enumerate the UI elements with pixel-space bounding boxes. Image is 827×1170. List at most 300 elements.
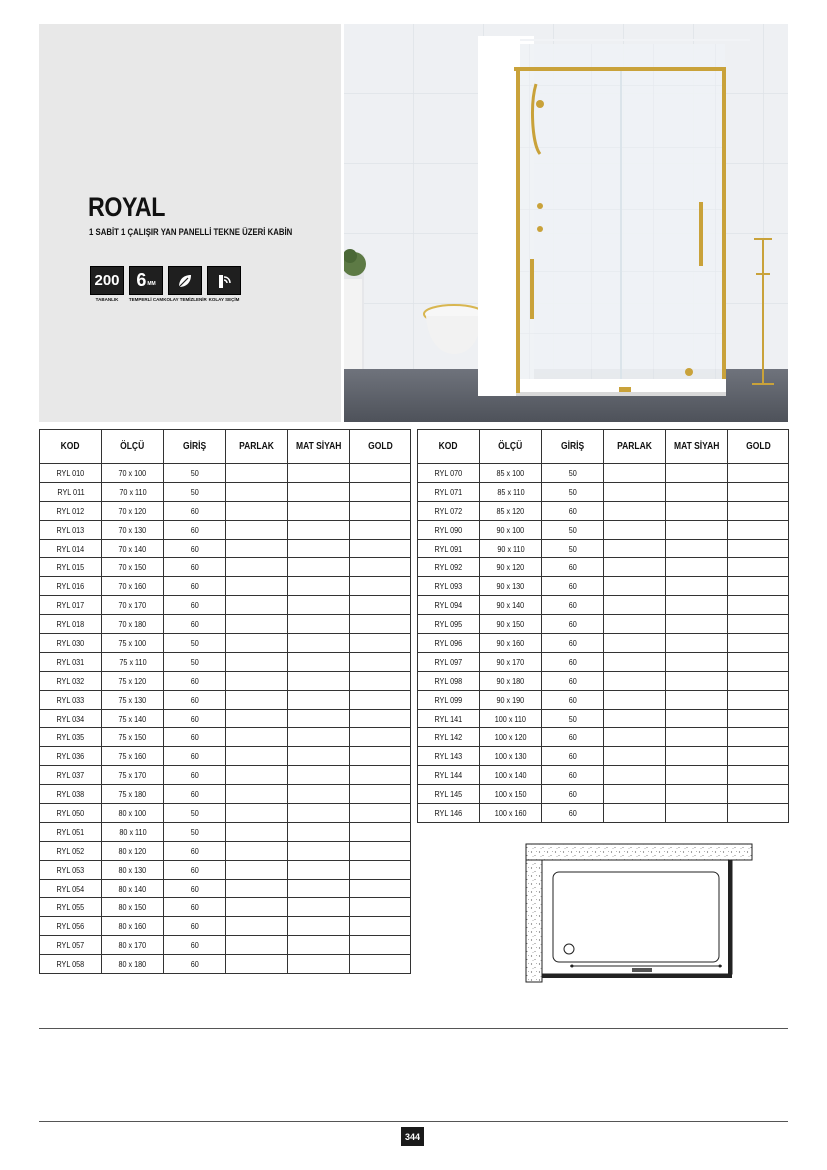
cell-olcu [480,671,542,690]
cell-value: 60 [190,902,199,913]
cell-giris [164,652,226,671]
cell-parlak [226,690,288,709]
cell-olcu [102,615,164,634]
cell-value: RYL 013 [56,524,85,535]
cell-value: 60 [568,751,577,762]
cell-parlak [604,615,666,634]
col-label: MAT SİYAH [295,441,342,452]
cell-value: 50 [190,656,199,667]
table-row [40,558,411,577]
cell-giris [542,634,604,653]
cell-mat-siyah [666,785,728,804]
cell-parlak [226,917,288,936]
table-row [418,671,789,690]
cell-mat-siyah [666,558,728,577]
cell-gold [350,936,411,955]
cell-gold [350,671,411,690]
cell-value: 90 x 190 [496,694,525,705]
cell-mat-siyah [666,652,728,671]
table-row [40,917,411,936]
cell-giris [164,482,226,501]
cell-olcu [480,785,542,804]
cell-olcu [102,917,164,936]
cell-mat-siyah [288,936,350,955]
cell-value: RYL 095 [434,619,463,630]
cell-giris [164,709,226,728]
leaf-icon [168,266,202,295]
cell-olcu [480,615,542,634]
col-olcu [102,430,164,464]
col-gold [350,430,411,464]
cell-mat-siyah [666,671,728,690]
cell-gold [350,596,411,615]
cell-olcu [102,879,164,898]
cell-gold [728,520,789,539]
cell-giris [542,520,604,539]
cell-kod [40,822,102,841]
cell-giris [542,464,604,483]
cell-kod [418,766,480,785]
cell-gold [728,539,789,558]
cell-value: RYL 055 [56,902,85,913]
cell-giris [164,955,226,974]
cell-value: 100 x 120 [494,732,527,743]
cell-parlak [226,464,288,483]
table-row [40,709,411,728]
cell-giris [164,728,226,747]
col-label: MAT SİYAH [673,441,720,452]
cell-value: 60 [190,505,199,516]
badge-glass [129,266,163,306]
cell-value: 75 x 160 [118,751,147,762]
cell-value: 60 [190,751,199,762]
cell-value: 100 x 110 [494,713,527,724]
cell-giris [164,501,226,520]
cell-giris [542,671,604,690]
cell-olcu [102,634,164,653]
col-label: GİRİŞ [560,441,585,452]
table-row [40,860,411,879]
cell-value: 100 x 160 [494,807,527,818]
table-row [40,539,411,558]
cell-gold [350,634,411,653]
table-header-row [418,430,789,464]
cell-giris [164,785,226,804]
cell-value: 80 x 100 [118,807,147,818]
cell-mat-siyah [288,766,350,785]
cell-value: 60 [190,883,199,894]
cell-parlak [226,539,288,558]
cell-gold [350,482,411,501]
cell-value: RYL 099 [434,694,463,705]
cell-value: 80 x 140 [118,883,147,894]
cell-value: RYL 030 [56,637,85,648]
cell-mat-siyah [288,558,350,577]
table-row [40,728,411,747]
cell-giris [164,936,226,955]
cell-mat-siyah [288,652,350,671]
cell-giris [164,634,226,653]
cell-value: 90 x 170 [496,656,525,667]
col-label: GOLD [745,441,771,452]
cell-mat-siyah [288,917,350,936]
cell-gold [350,464,411,483]
cell-parlak [604,482,666,501]
cell-value: RYL 057 [56,940,85,951]
cell-kod [40,501,102,520]
table-row [418,634,789,653]
cell-kod [40,747,102,766]
cell-giris [542,615,604,634]
cell-olcu [102,520,164,539]
cell-value: RYL 070 [434,467,463,478]
cell-value: 85 x 100 [496,467,525,478]
cell-value: 90 x 100 [496,524,525,535]
cell-value: 50 [190,637,199,648]
cell-mat-siyah [288,879,350,898]
cell-olcu [480,558,542,577]
cell-parlak [226,652,288,671]
cell-mat-siyah [666,501,728,520]
table-row [40,955,411,974]
cell-mat-siyah [288,501,350,520]
cell-olcu [102,804,164,823]
cell-giris [542,652,604,671]
cell-value: 60 [568,675,577,686]
cell-gold [350,879,411,898]
cell-kod [418,520,480,539]
cell-value: 50 [568,467,577,478]
table-row [418,464,789,483]
cell-value: 100 x 150 [494,789,527,800]
cell-giris [542,539,604,558]
cell-value: 90 x 140 [496,600,525,611]
cell-kod [40,652,102,671]
cell-mat-siyah [288,671,350,690]
cell-kod [40,766,102,785]
cell-parlak [604,501,666,520]
cell-kod [40,917,102,936]
cell-value: RYL 098 [434,675,463,686]
col-kod [40,430,102,464]
cell-gold [728,671,789,690]
cell-olcu [102,709,164,728]
cell-olcu [102,558,164,577]
cell-kod [418,596,480,615]
cell-giris [542,747,604,766]
cell-value: 75 x 110 [118,656,147,667]
badge-label: KOLAY TEMİZLENİR [163,297,207,302]
cell-value: 90 x 180 [496,675,525,686]
cell-mat-siyah [288,804,350,823]
cell-gold [728,464,789,483]
table-row [418,804,789,823]
col-parlak [604,430,666,464]
cell-gold [350,539,411,558]
cell-value: RYL 014 [56,543,85,554]
table-row [40,596,411,615]
cell-value: RYL 091 [434,543,463,554]
cell-parlak [604,577,666,596]
page-number: 344 [401,1127,424,1146]
cell-value: RYL 144 [434,770,463,781]
cell-giris [164,841,226,860]
cell-value: 70 x 150 [118,562,147,573]
cell-gold [728,804,789,823]
cell-value: RYL 141 [434,713,463,724]
cell-giris [542,501,604,520]
cell-kod [40,955,102,974]
cell-value: 70 x 130 [118,524,147,535]
table-row [40,615,411,634]
cell-giris [542,804,604,823]
cell-parlak [226,520,288,539]
cell-mat-siyah [666,520,728,539]
cell-kod [40,860,102,879]
cell-mat-siyah [288,955,350,974]
cell-mat-siyah [288,634,350,653]
cell-parlak [226,766,288,785]
cell-gold [728,482,789,501]
cell-kod [418,690,480,709]
cell-value: 60 [568,807,577,818]
cell-mat-siyah [666,728,728,747]
table-row [40,652,411,671]
cell-giris [542,766,604,785]
cell-value: RYL 094 [434,600,463,611]
cell-parlak [226,747,288,766]
cell-value: 100 x 140 [494,770,527,781]
cell-parlak [604,766,666,785]
cell-kod [40,520,102,539]
cell-giris [164,671,226,690]
cell-olcu [480,634,542,653]
cell-value: RYL 096 [434,637,463,648]
cell-value: 80 x 160 [118,921,147,932]
cell-gold [728,766,789,785]
divider [39,1028,788,1029]
cell-giris [164,879,226,898]
cell-olcu [102,860,164,879]
cell-value: 60 [190,600,199,611]
cell-value: RYL 015 [56,562,85,573]
cell-gold [728,558,789,577]
cell-value: RYL 090 [434,524,463,535]
cell-value: 60 [568,581,577,592]
cell-value: 70 x 140 [118,543,147,554]
cell-parlak [226,596,288,615]
table-row [40,482,411,501]
cell-mat-siyah [288,596,350,615]
cell-value: RYL 031 [56,656,85,667]
table-row [418,596,789,615]
table-row [418,577,789,596]
cell-gold [350,501,411,520]
cell-kod [418,652,480,671]
cell-olcu [480,482,542,501]
cell-olcu [102,785,164,804]
cell-giris [542,558,604,577]
cell-mat-siyah [666,709,728,728]
table-row [40,804,411,823]
cell-kod [418,464,480,483]
cell-mat-siyah [288,577,350,596]
cell-kod [418,671,480,690]
cell-mat-siyah [288,615,350,634]
cell-mat-siyah [288,785,350,804]
cell-value: RYL 142 [434,732,463,743]
cell-parlak [604,671,666,690]
table-row [418,652,789,671]
cell-gold [350,917,411,936]
cell-value: 60 [568,562,577,573]
cell-value: 80 x 170 [118,940,147,951]
cell-value: 60 [190,543,199,554]
cell-value: 80 x 150 [118,902,147,913]
cell-giris [164,747,226,766]
cell-gold [350,898,411,917]
cell-gold [350,709,411,728]
cell-mat-siyah [288,690,350,709]
cell-value: 80 x 120 [118,845,147,856]
cell-giris [164,539,226,558]
cell-olcu [480,501,542,520]
cell-olcu [480,464,542,483]
cell-value: 60 [190,581,199,592]
cell-giris [542,709,604,728]
col-label: KOD [439,441,458,452]
cell-parlak [604,690,666,709]
cell-value: 50 [568,543,577,554]
col-label: PARLAK [239,441,274,452]
cell-value: RYL 012 [56,505,85,516]
cell-giris [164,822,226,841]
cell-value: 85 x 120 [496,505,525,516]
cell-olcu [480,766,542,785]
cell-value: RYL 018 [56,619,85,630]
cell-giris [164,917,226,936]
cell-mat-siyah [666,634,728,653]
cell-value: RYL 050 [56,807,85,818]
glass-6mm-icon [129,266,163,295]
cell-kod [418,615,480,634]
cell-gold [728,615,789,634]
cell-kod [40,936,102,955]
title-panel [39,24,341,422]
cell-parlak [604,728,666,747]
divider [39,1121,788,1122]
cell-value: 60 [190,864,199,875]
cell-value: RYL 010 [56,467,85,478]
cell-olcu [480,520,542,539]
cell-gold [350,728,411,747]
cell-gold [350,955,411,974]
profile-icon [207,266,241,295]
cell-giris [164,615,226,634]
cell-value: 70 x 160 [118,581,147,592]
cell-value: 60 [568,732,577,743]
cell-olcu [102,728,164,747]
cell-giris [542,785,604,804]
cell-value: RYL 056 [56,921,85,932]
cell-kod [40,785,102,804]
cell-value: 70 x 120 [118,505,147,516]
cell-value: 75 x 100 [118,637,147,648]
cell-giris [164,520,226,539]
cell-kod [40,690,102,709]
col-olcu [480,430,542,464]
col-label: ÖLÇÜ [498,441,523,452]
cell-olcu [102,766,164,785]
feature-badges [90,266,241,306]
cell-olcu [102,539,164,558]
cell-value: RYL 051 [56,826,85,837]
cell-mat-siyah [666,690,728,709]
cell-value: RYL 033 [56,694,85,705]
cell-mat-siyah [666,747,728,766]
cell-olcu [102,671,164,690]
cell-value: 85 x 110 [496,486,525,497]
cell-olcu [102,955,164,974]
cell-olcu [480,690,542,709]
cell-giris [164,596,226,615]
cell-olcu [480,728,542,747]
cell-value: 60 [190,732,199,743]
cell-value: 80 x 130 [118,864,147,875]
cell-value: 60 [568,600,577,611]
col-label: ÖLÇÜ [120,441,145,452]
cell-gold [350,577,411,596]
cell-value: RYL 143 [434,751,463,762]
cell-parlak [604,558,666,577]
cell-mat-siyah [666,596,728,615]
cell-mat-siyah [288,822,350,841]
cell-olcu [102,898,164,917]
cell-value: 70 x 170 [118,600,147,611]
cell-mat-siyah [288,728,350,747]
cell-kod [40,804,102,823]
cell-mat-siyah [288,747,350,766]
table-row [418,766,789,785]
cell-olcu [480,747,542,766]
cell-parlak [226,615,288,634]
shower-cabin-photo [344,24,788,422]
table-row [40,841,411,860]
cell-olcu [480,652,542,671]
cell-value: RYL 145 [434,789,463,800]
cell-value: 50 [190,467,199,478]
cell-value: 90 x 150 [496,619,525,630]
product-table-left [39,429,411,974]
col-giris [164,430,226,464]
table-row [418,501,789,520]
cell-parlak [226,558,288,577]
cell-value: 90 x 120 [496,562,525,573]
cell-value: 60 [568,505,577,516]
cell-mat-siyah [666,482,728,501]
cell-gold [350,804,411,823]
cell-parlak [226,804,288,823]
badge-thickness [90,266,124,306]
table-row [40,671,411,690]
cell-gold [350,841,411,860]
cell-gold [728,652,789,671]
cell-value: RYL 146 [434,807,463,818]
cell-kod [418,482,480,501]
cell-giris [542,482,604,501]
cell-value: 75 x 170 [118,770,147,781]
cell-parlak [226,577,288,596]
